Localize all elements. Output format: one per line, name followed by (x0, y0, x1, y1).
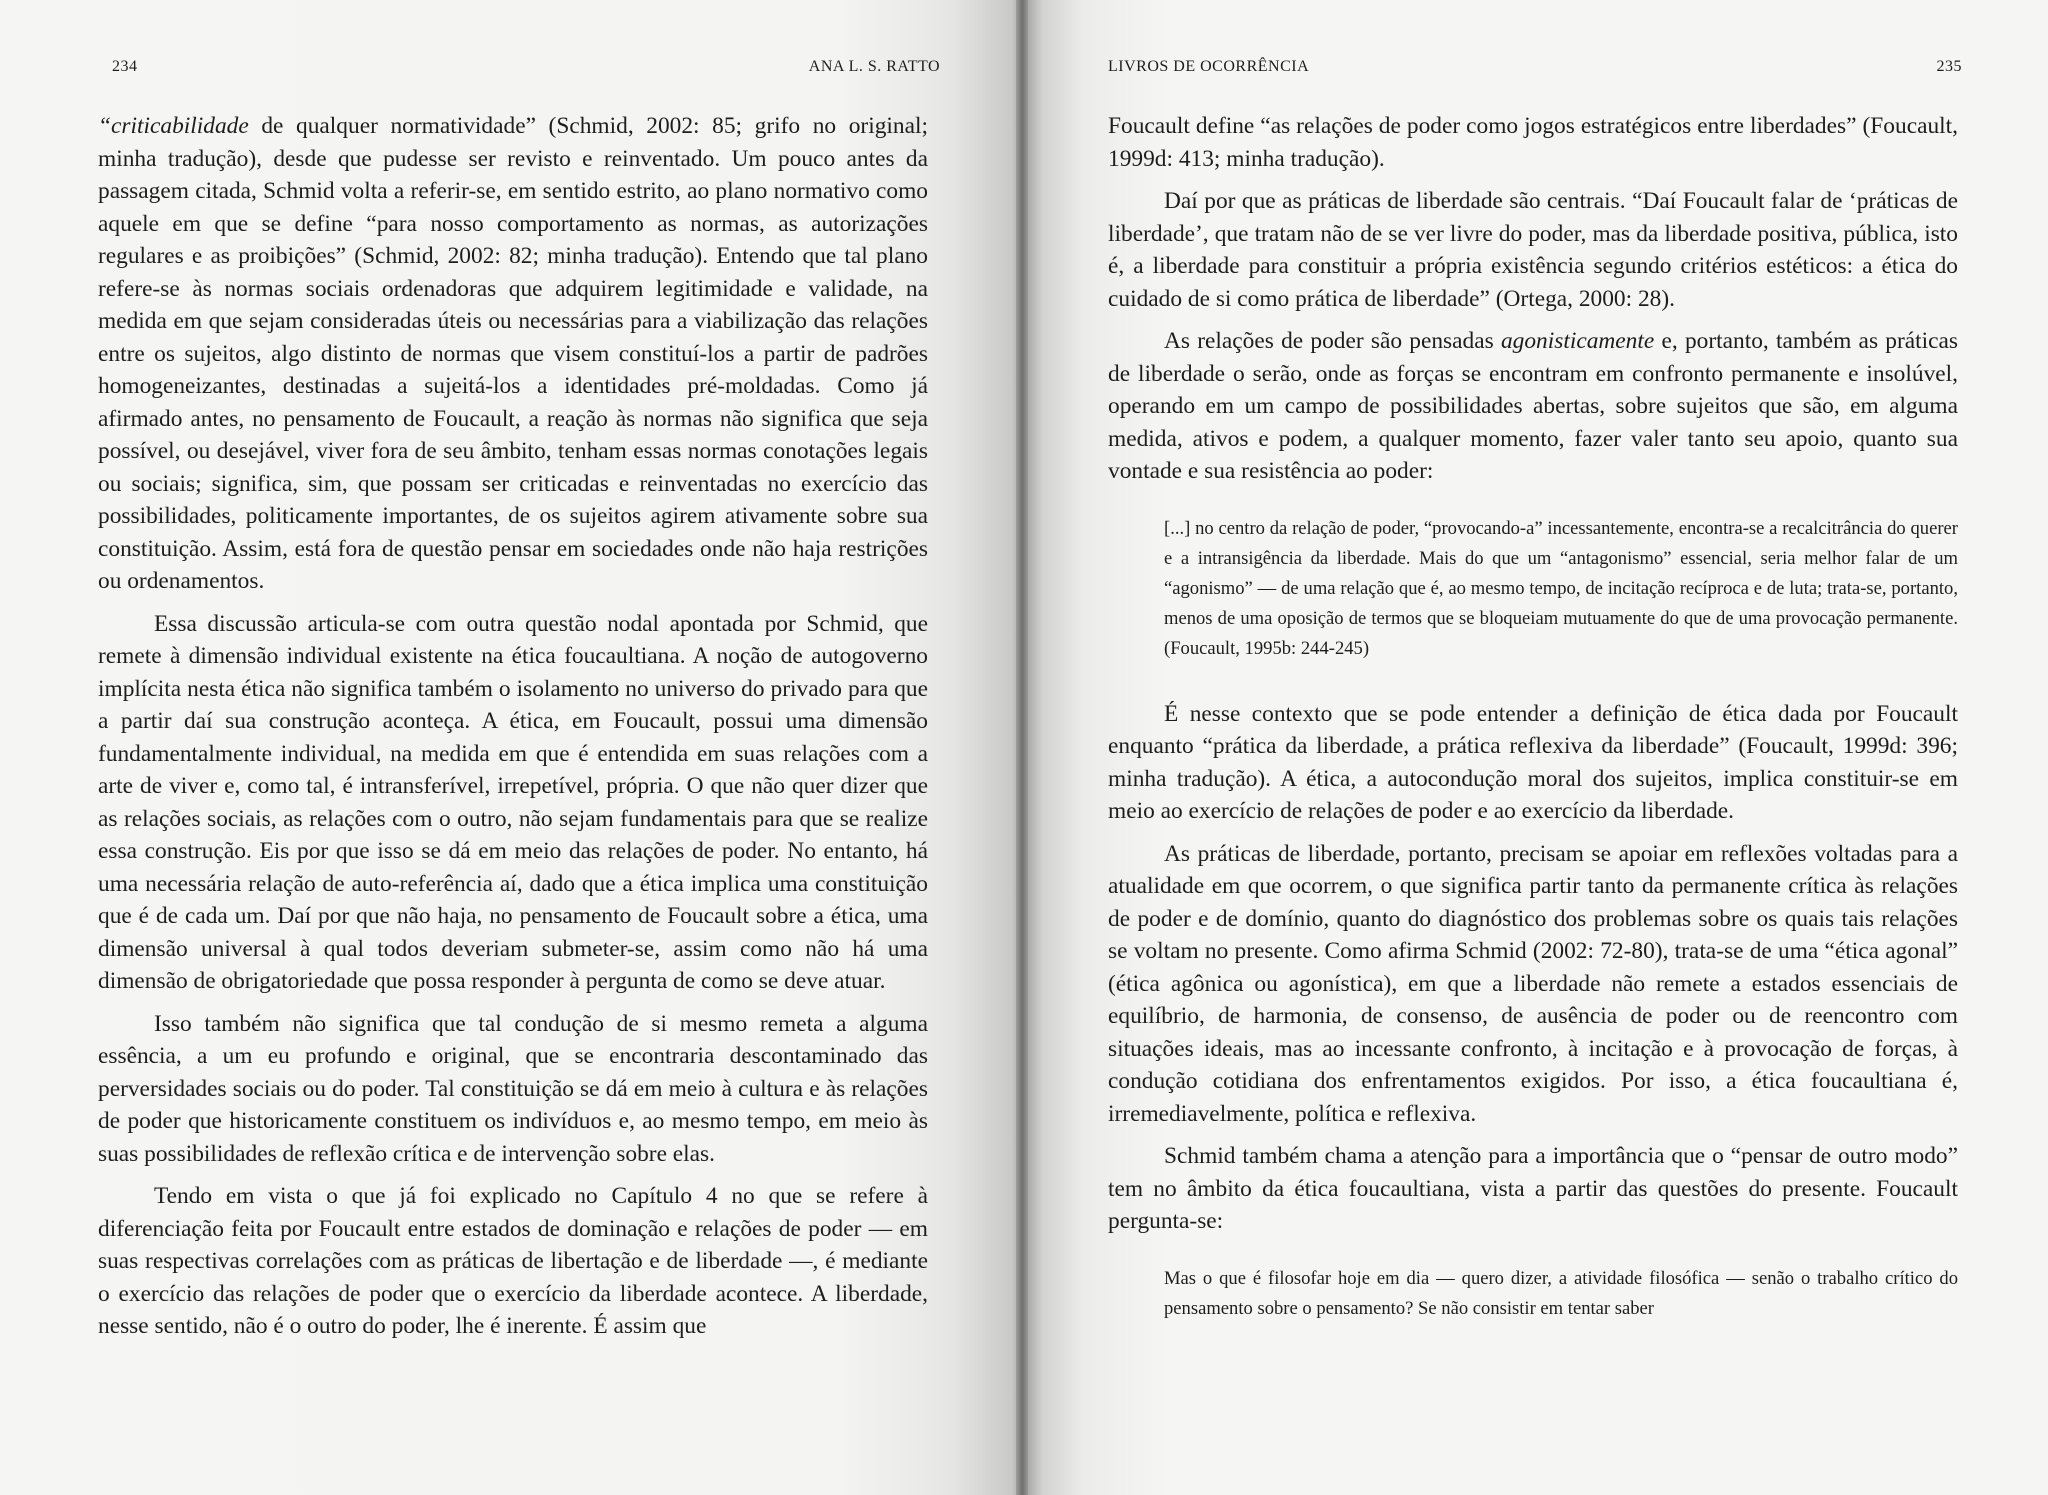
running-head: ANA L. S. RATTO (808, 58, 940, 75)
paragraph (98, 110, 928, 598)
paragraph (98, 1180, 928, 1343)
paragraph (1108, 110, 1958, 175)
paragraph (1108, 698, 1958, 828)
paragraph (1108, 325, 1958, 488)
book-gutter (1016, 0, 1028, 1495)
paragraph (98, 1008, 928, 1171)
text-segment: e, portanto, também as práticas de liberdade o serão, onde as forças se encontram em confronto permanente e insolúvel, operando em um campo de possibilidades abertas, sobre sujeitos que são, em alguma medida, ativos e podem, a qualquer momento, fazer valer tanto seu apoio, quanto sua vontade e sua resistência ao poder: (1108, 328, 1959, 484)
running-head: LIVROS DE OCORRÊNCIA (1108, 58, 1310, 75)
text-segment: Tendo em vista o que já foi explicado no Capítulo 4 no que se refere à diferenciação feita por Foucault entre estados de dominação e relações de poder — em suas respectivas correlações com as práticas de libertação e de liberdade —, é mediante o exercício das relações de poder que o exercício da liberdade acontece. A liberdade, nesse sentido, não é o outro do poder, lhe é inerente. É assim que (98, 1183, 928, 1339)
page-number: 235 (1936, 58, 1962, 75)
block-quote (1164, 1264, 1958, 1324)
text-segment: Daí por que as práticas de liberdade são centrais. “Daí Foucault falar de ‘práticas de liberdade’, que tratam não de se ver livre do poder, mas da liberdade positiva, pública, isto é, a liberdade para constituir a própria existência segundo critérios estéticos: a ética do cuidado de si como prática de liberdade” (Ortega, 2000: 28). (1108, 188, 1958, 312)
paragraph (1108, 1140, 1958, 1238)
text-segment-italic: agonisticamente (1500, 328, 1655, 354)
left-page-body (98, 110, 928, 1343)
page-number: 234 (112, 58, 138, 75)
text-segment-italic: “criticabilidade (98, 113, 249, 139)
text-segment: Schmid também chama a atenção para a importância que o “pensar de outro modo” tem no âmbito da ética foucaultiana, vista a partir das questões do presente. Foucault pergunta-se: (1108, 1143, 1958, 1234)
left-page (0, 0, 1022, 1495)
paragraph (1108, 838, 1958, 1131)
text-segment: Isso também não significa que tal condução de si mesmo remeta a alguma essência, a um eu profundo e original, que se encontraria descontaminado das perversidades sociais ou do poder. Tal constituição se dá em meio à cultura e às relações de poder que historicamente constituem os indivíduos e, ao mesmo tempo, em meio às suas possibilidades de reflexão crítica e de intervenção sobre elas. (98, 1010, 928, 1167)
text-segment: Foucault define “as relações de poder como jogos estratégicos entre liberdades” (Foucault, 1999d: 413; minha tradução). (1108, 113, 1958, 172)
text-segment: As relações de poder são pensadas (1164, 328, 1501, 354)
text-segment: É nesse contexto que se pode entender a definição de ética dada por Foucault enquanto “prática da liberdade, a prática reflexiva da liberdade” (Foucault, 1999d: 396; minha tradução). A ética, a autocondução moral dos sujeitos, implica constituir-se em meio ao exercício de relações de poder e ao exercício da liberdade. (1108, 700, 1958, 824)
paragraph (1108, 185, 1958, 315)
text-segment: de qualquer normatividade” (Schmid, 2002: 85; grifo no original; minha tradução), desde que pudesse ser revisto e reinventado. Um pouco antes da passagem citada, Schmid volta a referir-se, em sentido estrito, ao plano normativo como aquele em que se define “para nosso comportamento as normas, as autorizações regulares e as proibições” (Schmid, 2002: 82; minha tradução). Entendo que tal plano refere-se às normas sociais ordenadoras que adquirem legitimidade e validade, na medida em que sejam consideradas úteis ou necessárias para a viabilização das relações entre os sujeitos, algo distinto de normas que visem constituí-los a partir de padrões homogeneizantes, destinadas a sujeitá-los a identidades pré-moldadas. Como já afirmado antes, no pensamento de Foucault, a reação às normas não significa que seja possível, ou desejável, viver fora de seu âmbito, tenham essas normas conotações legais ou sociais; significa, sim, que possam ser criticadas e reinventadas no exercício das possibilidades, politicamente importantes, de os sujeitos agirem ativamente sobre sua constituição. Assim, está fora de questão pensar em sociedades onde não haja restrições ou ordenamentos. (98, 113, 928, 594)
paragraph (98, 608, 928, 998)
text-segment: Mas o que é filosofar hoje em dia — quero dizer, a atividade filosófica — senão o trabalho crítico do pensamento sobre o pensamento? Se não consistir em tentar saber (1164, 1267, 1958, 1319)
text-segment: As práticas de liberdade, portanto, precisam se apoiar em reflexões voltadas para a atualidade em que ocorrem, o que significa partir tanto da permanente crítica às relações de poder e de domínio, quanto do diagnóstico dos problemas sobre os quais tais relações se voltam no presente. Como afirma Schmid (2002: 72-80), trata-se de uma “ética agonal” (ética agônica ou agonística), em que a liberdade não remete a estados essenciais de equilíbrio, de harmonia, de consenso, de ausência de poder ou de reencontro com situações ideais, mas ao incessante confronto, à incitação e à provocação de forças, à condução cotidiana dos enfrentamentos exigidos. Por isso, a ética foucaultiana é, irremediavelmente, política e reflexiva. (1108, 840, 1958, 1127)
text-segment: [...] no centro da relação de poder, “provocando-a” incessantemente, encontra-se a recalcitrância do querer e a intransigência da liberdade. Mais do que um “antagonismo” essencial, seria melhor falar de um “agonismo” — de uma relação que é, ao mesmo tempo, de incitação recíproca e de luta; trata-se, portanto, menos de uma oposição de termos que se bloqueiam mutuamente do que de uma provocação permanente. (Foucault, 1995b: 244-245) (1164, 517, 1958, 659)
right-page (1022, 0, 2048, 1495)
block-quote (1164, 514, 1958, 664)
right-page-body (1108, 110, 1958, 1324)
text-segment: Essa discussão articula-se com outra questão nodal apontada por Schmid, que remete à dimensão individual existente na ética foucaultiana. A noção de autogoverno implícita nesta ética não significa também o isolamento no universo do privado para que a partir daí sua construção aconteça. A ética, em Foucault, possui uma dimensão fundamentalmente individual, na medida em que é entendida em suas relações com a arte de viver e, como tal, é intransferível, irrepetível, própria. O que não quer dizer que as relações sociais, as relações com o outro, não sejam fundamentais para que se realize essa construção. Eis por que isso se dá em meio das relações de poder. No entanto, há uma necessária relação de auto-referência aí, dado que a ética implica uma constituição que é de cada um. Daí por que não haja, no pensamento de Foucault sobre a ética, uma dimensão universal à qual todos deveriam submeter-se, assim como não há uma dimensão de obrigatoriedade que possa responder à pergunta de como se deve atuar. (98, 610, 928, 994)
